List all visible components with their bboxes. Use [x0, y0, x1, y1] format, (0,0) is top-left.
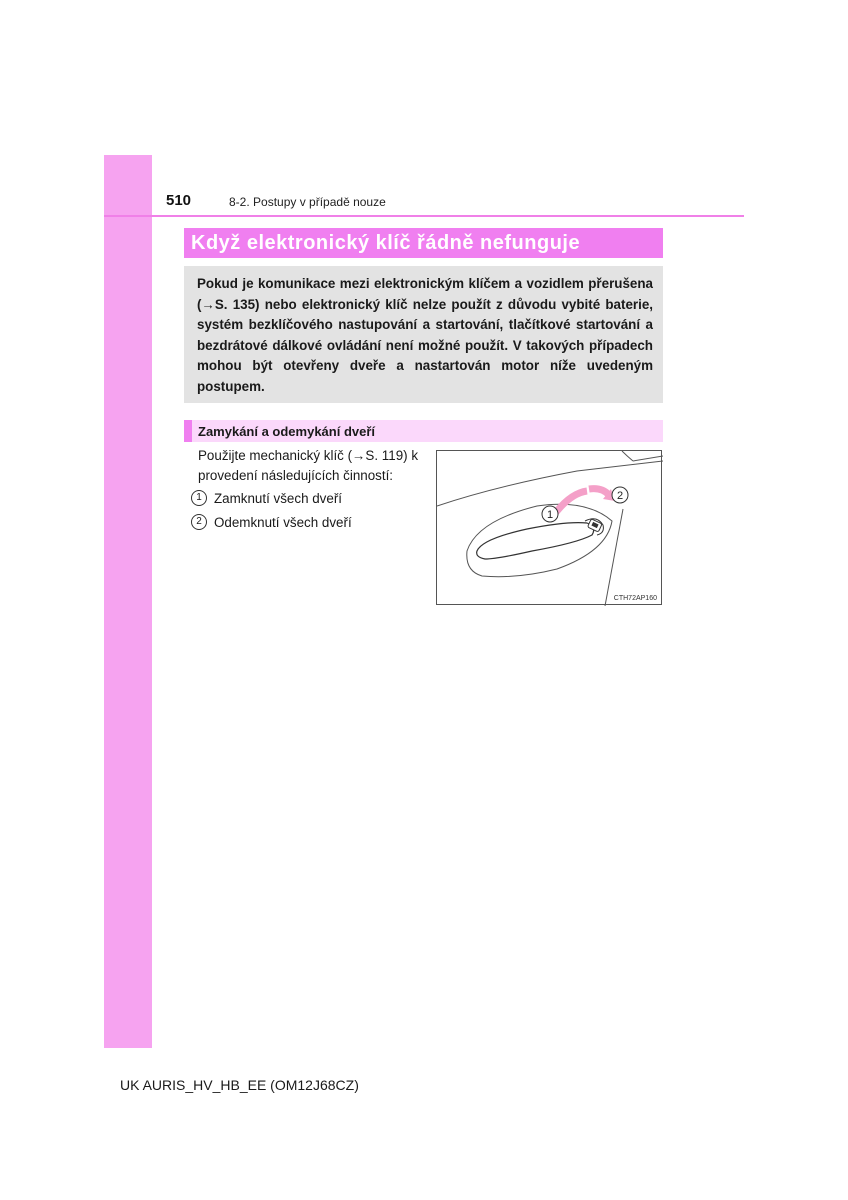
door-handle-illustration — [437, 451, 663, 606]
footer-manual-code: UK AURIS_HV_HB_EE (OM12J68CZ) — [120, 1077, 359, 1093]
notice-box — [184, 266, 663, 403]
list-item-lock — [191, 490, 342, 506]
list-item-unlock — [191, 514, 352, 530]
subsection-heading-accent — [184, 420, 192, 442]
side-tab — [104, 155, 152, 1048]
svg-text:2: 2 — [616, 490, 624, 502]
list-item-text: Odemknutí všech dveří — [214, 514, 352, 530]
page-title: Když elektronický klíč řádně nefunguje — [191, 232, 581, 254]
notice-text: Pokud je komunikace mezi elektronickým klíčem a vozidlem přerušena (→S. 135) nebo elektronický klíč nelze použít z důvodu vybité baterie, systém bezklíčového nastupování a startování, tlačítkové startování a bezdrátové dálkové ovládání není možné použít. V takových případech mohou být otevřeny dveře a nastartován motor níže uvedeným postupem. — [197, 276, 653, 394]
page-number: 510 — [166, 192, 192, 209]
subsection-heading: Zamykání a odemykání dveří — [198, 424, 376, 439]
svg-text:1: 1 — [546, 509, 554, 521]
figure-code: CTH72AP160 — [613, 595, 657, 602]
intro-text: Použijte mechanický klíč (→S. 119) k provedení následujících činností: — [198, 448, 419, 483]
arrow-lock — [557, 491, 587, 511]
number-circle-icon: 1 — [191, 490, 207, 506]
door-handle-figure — [436, 450, 662, 605]
title-bar — [184, 228, 663, 258]
arrow-unlock — [589, 489, 609, 495]
number-circle-icon: 2 — [191, 514, 207, 530]
header-divider — [104, 215, 744, 217]
section-label: 8-2. Postupy v případě nouze — [229, 195, 386, 209]
list-item-text: Zamknutí všech dveří — [214, 490, 343, 506]
